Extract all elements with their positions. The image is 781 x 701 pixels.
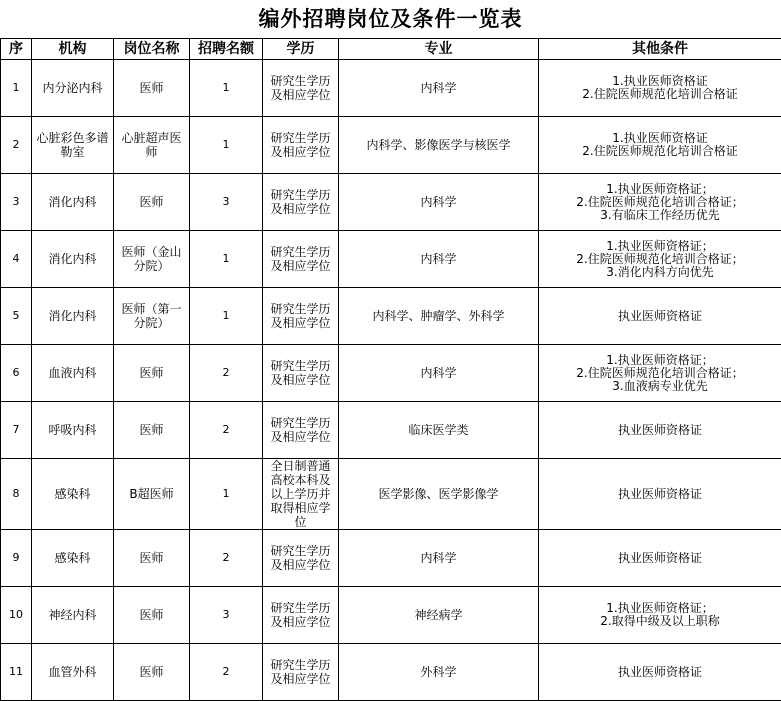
cell-quota: 2 xyxy=(190,644,263,701)
condition-line: 2.住院医师规范化培训合格证； xyxy=(541,367,779,380)
condition-line: 执业医师资格证 xyxy=(541,552,779,565)
cell-post: 医师（金山分院） xyxy=(114,231,190,288)
condition-line: 执业医师资格证 xyxy=(541,666,779,679)
cell-org: 消化内科 xyxy=(32,174,114,231)
cell-seq: 7 xyxy=(1,402,32,459)
cell-org: 内分泌内科 xyxy=(32,60,114,117)
cell-edu: 研究生学历及相应学位 xyxy=(263,60,339,117)
cell-seq: 5 xyxy=(1,288,32,345)
condition-line: 2.住院医师规范化培训合格证 xyxy=(541,145,779,158)
table-row xyxy=(1,530,781,587)
cell-org: 感染科 xyxy=(32,459,114,530)
cell-other xyxy=(539,117,781,174)
cell-org: 血管外科 xyxy=(32,644,114,701)
cell-major: 外科学 xyxy=(339,644,539,701)
cell-post: 心脏超声医师 xyxy=(114,117,190,174)
cell-org: 消化内科 xyxy=(32,288,114,345)
condition-line: 1.执业医师资格证； xyxy=(541,354,779,367)
cell-major: 内科学 xyxy=(339,174,539,231)
cell-org: 消化内科 xyxy=(32,231,114,288)
table-row xyxy=(1,174,781,231)
cell-other xyxy=(539,402,781,459)
condition-line: 1.执业医师资格证； xyxy=(541,240,779,253)
cell-major: 医学影像、医学影像学 xyxy=(339,459,539,530)
condition-line: 2.住院医师规范化培训合格证； xyxy=(541,196,779,209)
cell-other xyxy=(539,345,781,402)
cell-major: 神经病学 xyxy=(339,587,539,644)
cell-edu: 研究生学历及相应学位 xyxy=(263,174,339,231)
cell-seq: 9 xyxy=(1,530,32,587)
cell-seq: 8 xyxy=(1,459,32,530)
header-post: 岗位名称 xyxy=(114,39,190,60)
cell-quota: 1 xyxy=(190,459,263,530)
cell-edu: 研究生学历及相应学位 xyxy=(263,587,339,644)
condition-line: 3.消化内科方向优先 xyxy=(541,266,779,279)
cell-other xyxy=(539,587,781,644)
cell-seq: 3 xyxy=(1,174,32,231)
condition-line: 1.执业医师资格证 xyxy=(541,75,779,88)
header-seq: 序 xyxy=(1,39,32,60)
cell-edu: 研究生学历及相应学位 xyxy=(263,402,339,459)
cell-post: 医师 xyxy=(114,587,190,644)
cell-major: 内科学 xyxy=(339,60,539,117)
table-row xyxy=(1,288,781,345)
table-row xyxy=(1,587,781,644)
cell-major: 临床医学类 xyxy=(339,402,539,459)
condition-line: 2.取得中级及以上职称 xyxy=(541,615,779,628)
cell-edu: 研究生学历及相应学位 xyxy=(263,644,339,701)
header-major: 专业 xyxy=(339,39,539,60)
cell-edu: 全日制普通高校本科及以上学历并取得相应学位 xyxy=(263,459,339,530)
condition-line: 3.血液病专业优先 xyxy=(541,380,779,393)
cell-seq: 1 xyxy=(1,60,32,117)
cell-edu: 研究生学历及相应学位 xyxy=(263,117,339,174)
cell-post: 医师 xyxy=(114,345,190,402)
cell-org: 神经内科 xyxy=(32,587,114,644)
header-other: 其他条件 xyxy=(539,39,781,60)
cell-quota: 1 xyxy=(190,117,263,174)
table-row xyxy=(1,644,781,701)
cell-org: 心脏彩色多谱勒室 xyxy=(32,117,114,174)
table-row xyxy=(1,402,781,459)
cell-post: 医师 xyxy=(114,644,190,701)
condition-line: 2.住院医师规范化培训合格证 xyxy=(541,88,779,101)
header-row xyxy=(1,39,781,60)
cell-post: B超医师 xyxy=(114,459,190,530)
cell-seq: 10 xyxy=(1,587,32,644)
table-row xyxy=(1,345,781,402)
cell-major: 内科学 xyxy=(339,231,539,288)
cell-major: 内科学 xyxy=(339,530,539,587)
cell-org: 血液内科 xyxy=(32,345,114,402)
page-title: 编外招聘岗位及条件一览表 xyxy=(0,0,781,38)
condition-line: 1.执业医师资格证； xyxy=(541,602,779,615)
cell-other xyxy=(539,174,781,231)
cell-quota: 3 xyxy=(190,174,263,231)
cell-edu: 研究生学历及相应学位 xyxy=(263,288,339,345)
cell-quota: 2 xyxy=(190,530,263,587)
cell-post: 医师 xyxy=(114,402,190,459)
condition-line: 3.有临床工作经历优先 xyxy=(541,209,779,222)
condition-line: 2.住院医师规范化培训合格证； xyxy=(541,253,779,266)
cell-major: 内科学、影像医学与核医学 xyxy=(339,117,539,174)
table-row xyxy=(1,60,781,117)
cell-post: 医师（第一分院） xyxy=(114,288,190,345)
condition-line: 1.执业医师资格证； xyxy=(541,183,779,196)
condition-line: 1.执业医师资格证 xyxy=(541,132,779,145)
header-edu: 学历 xyxy=(263,39,339,60)
header-org: 机构 xyxy=(32,39,114,60)
table-row xyxy=(1,231,781,288)
condition-line: 执业医师资格证 xyxy=(541,424,779,437)
cell-seq: 6 xyxy=(1,345,32,402)
cell-seq: 11 xyxy=(1,644,32,701)
cell-major: 内科学 xyxy=(339,345,539,402)
cell-other xyxy=(539,288,781,345)
cell-post: 医师 xyxy=(114,530,190,587)
cell-quota: 3 xyxy=(190,587,263,644)
recruitment-table xyxy=(0,38,781,701)
cell-other xyxy=(539,530,781,587)
cell-org: 感染科 xyxy=(32,530,114,587)
header-quota: 招聘名额 xyxy=(190,39,263,60)
table-row xyxy=(1,117,781,174)
cell-edu: 研究生学历及相应学位 xyxy=(263,231,339,288)
cell-other xyxy=(539,231,781,288)
cell-quota: 1 xyxy=(190,288,263,345)
cell-quota: 2 xyxy=(190,345,263,402)
cell-edu: 研究生学历及相应学位 xyxy=(263,345,339,402)
cell-post: 医师 xyxy=(114,174,190,231)
cell-post: 医师 xyxy=(114,60,190,117)
cell-seq: 2 xyxy=(1,117,32,174)
cell-other xyxy=(539,459,781,530)
cell-major: 内科学、肿瘤学、外科学 xyxy=(339,288,539,345)
cell-quota: 2 xyxy=(190,402,263,459)
cell-other xyxy=(539,644,781,701)
cell-seq: 4 xyxy=(1,231,32,288)
table-row xyxy=(1,459,781,530)
cell-org: 呼吸内科 xyxy=(32,402,114,459)
cell-edu: 研究生学历及相应学位 xyxy=(263,530,339,587)
cell-quota: 1 xyxy=(190,60,263,117)
cell-quota: 1 xyxy=(190,231,263,288)
cell-other xyxy=(539,60,781,117)
condition-line: 执业医师资格证 xyxy=(541,488,779,501)
condition-line: 执业医师资格证 xyxy=(541,310,779,323)
